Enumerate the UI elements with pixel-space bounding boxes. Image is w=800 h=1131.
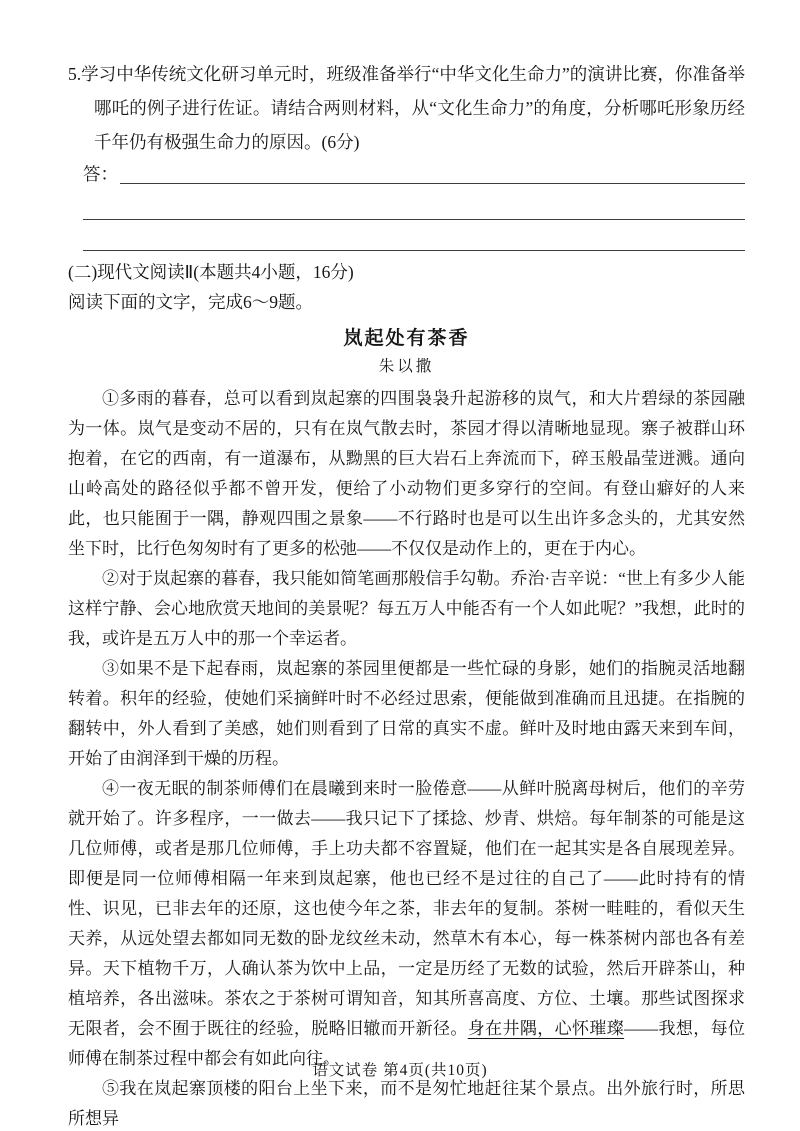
paragraph-4-text: ④一夜无眠的制茶师傅们在晨曦到来时一脸倦意——从鲜叶脱离母树后，他们的辛劳就开始了。许多程序，一一做去——我只记下了揉捻、炒青、烘焙。每年制茶的可能是这几位师傅，或者是那几位师傅，手上功夫都不容置疑，他们在一起其实是各自展现差异。即便是同一位师傅相隔一年来到岚起寨，他也已经不是过往的自己了——此时持有的情性、识见，已非去年的还原，这也使今年之茶，非去年的复制。茶树一畦畦的，看似天生天养，从远处望去都如同无数的卧龙纹丝未动，然草木有本心，每一株茶树内部也各有差异。天下植物千万，人确认茶为饮中上品，一定是历经了无数的试验，然后开辟茶山，种植培养，各出滋味。茶农之于茶树可谓知音，知其所喜高度、方位、土壤。那些试图探求无限者，会不囿于既往的经验，脱略旧辙而开新径。 (68, 779, 745, 1038)
question-5-body: 学习中华传统文化研习单元时，班级准备举行“中华文化生命力”的演讲比赛，你准备举哪吒的例子进行佐证。请结合两则材料，从“文化生命力”的角度，分析哪吒形象历经千年仍有极强生命力的原因。(6分) (81, 64, 745, 152)
question-5 (68, 57, 745, 251)
answer-row (83, 159, 745, 189)
essay-author: 朱以撒 (378, 358, 435, 375)
page-footer-text: 语文试卷 第4页(共10页) (312, 1062, 488, 1079)
page-footer (0, 1058, 800, 1080)
underlined-phrase: 身在井隅，心怀璀璨 (467, 1019, 625, 1038)
question-5-text (68, 57, 745, 159)
section-heading: (二)现代文阅读Ⅱ(本题共4小题，16分) (68, 262, 354, 282)
reading-section-2 (68, 257, 745, 1131)
reading-instruction: 阅读下面的文字，完成6～9题。 (68, 292, 313, 312)
answer-area (83, 159, 745, 251)
essay-paragraph-1: ①多雨的暮春，总可以看到岚起寨的四围袅袅升起游移的岚气，和大片碧绿的茶园融为一体。岚气是变动不居的，只有在岚气散去时，茶园才得以清晰地显现。寨子被群山环抱着，在它的西南，有一道瀑布，从黝黑的巨大岩石上奔流而下，碎玉般晶莹迸溅。通向山岭高处的路径似乎都不曾开发，便给了小动物们更多穿行的空间。有登山癖好的人来此，也只能囿于一隅，静观四围之景象——不行路时也是可以生出许多念头的，尤其安然坐下时，比行色匆匆时有了更多的松弛——不仅仅是动作上的，更在于内心。 (68, 389, 745, 558)
essay-paragraph-2: ②对于岚起寨的暮春，我只能如简笔画那般信手勾勒。乔治·吉辛说：“世上有多少人能这样宁静、会心地欣赏天地间的美景呢？每五万人中能否有一个人如此呢？”我想，此时的我，或许是五万人中的那一个幸运者。 (68, 569, 745, 648)
answer-blank-line-2 (83, 189, 745, 220)
question-number: 5. (68, 64, 82, 84)
essay-paragraph-4 (68, 774, 745, 1074)
answer-label: 答： (83, 164, 118, 184)
answer-blank-line-1 (120, 183, 745, 184)
essay-paragraph-3: ③如果不是下起春雨，岚起寨的茶园里便都是一些忙碌的身影，她们的指腕灵活地翻转着。积年的经验，使她们采摘鲜叶时不必经过思索，便能做到准确而且迅捷。在指腕的翻转中，外人看到了美感，她们则看到了日常的真实不虚。鲜叶及时地由露天来到车间，开始了由润泽到干燥的历程。 (68, 659, 745, 768)
essay-paragraph-5: ⑤我在岚起寨顶楼的阳台上坐下来，而不是匆忙地赶往某个景点。出外旅行时，所思所想异 (68, 1079, 745, 1128)
answer-blank-line-3 (83, 220, 745, 251)
essay-title: 岚起处有茶香 (343, 328, 470, 349)
paragraph-4-continuation: ——我想，每位师傅在制茶过程中都会有如此向往。 (68, 1019, 746, 1068)
